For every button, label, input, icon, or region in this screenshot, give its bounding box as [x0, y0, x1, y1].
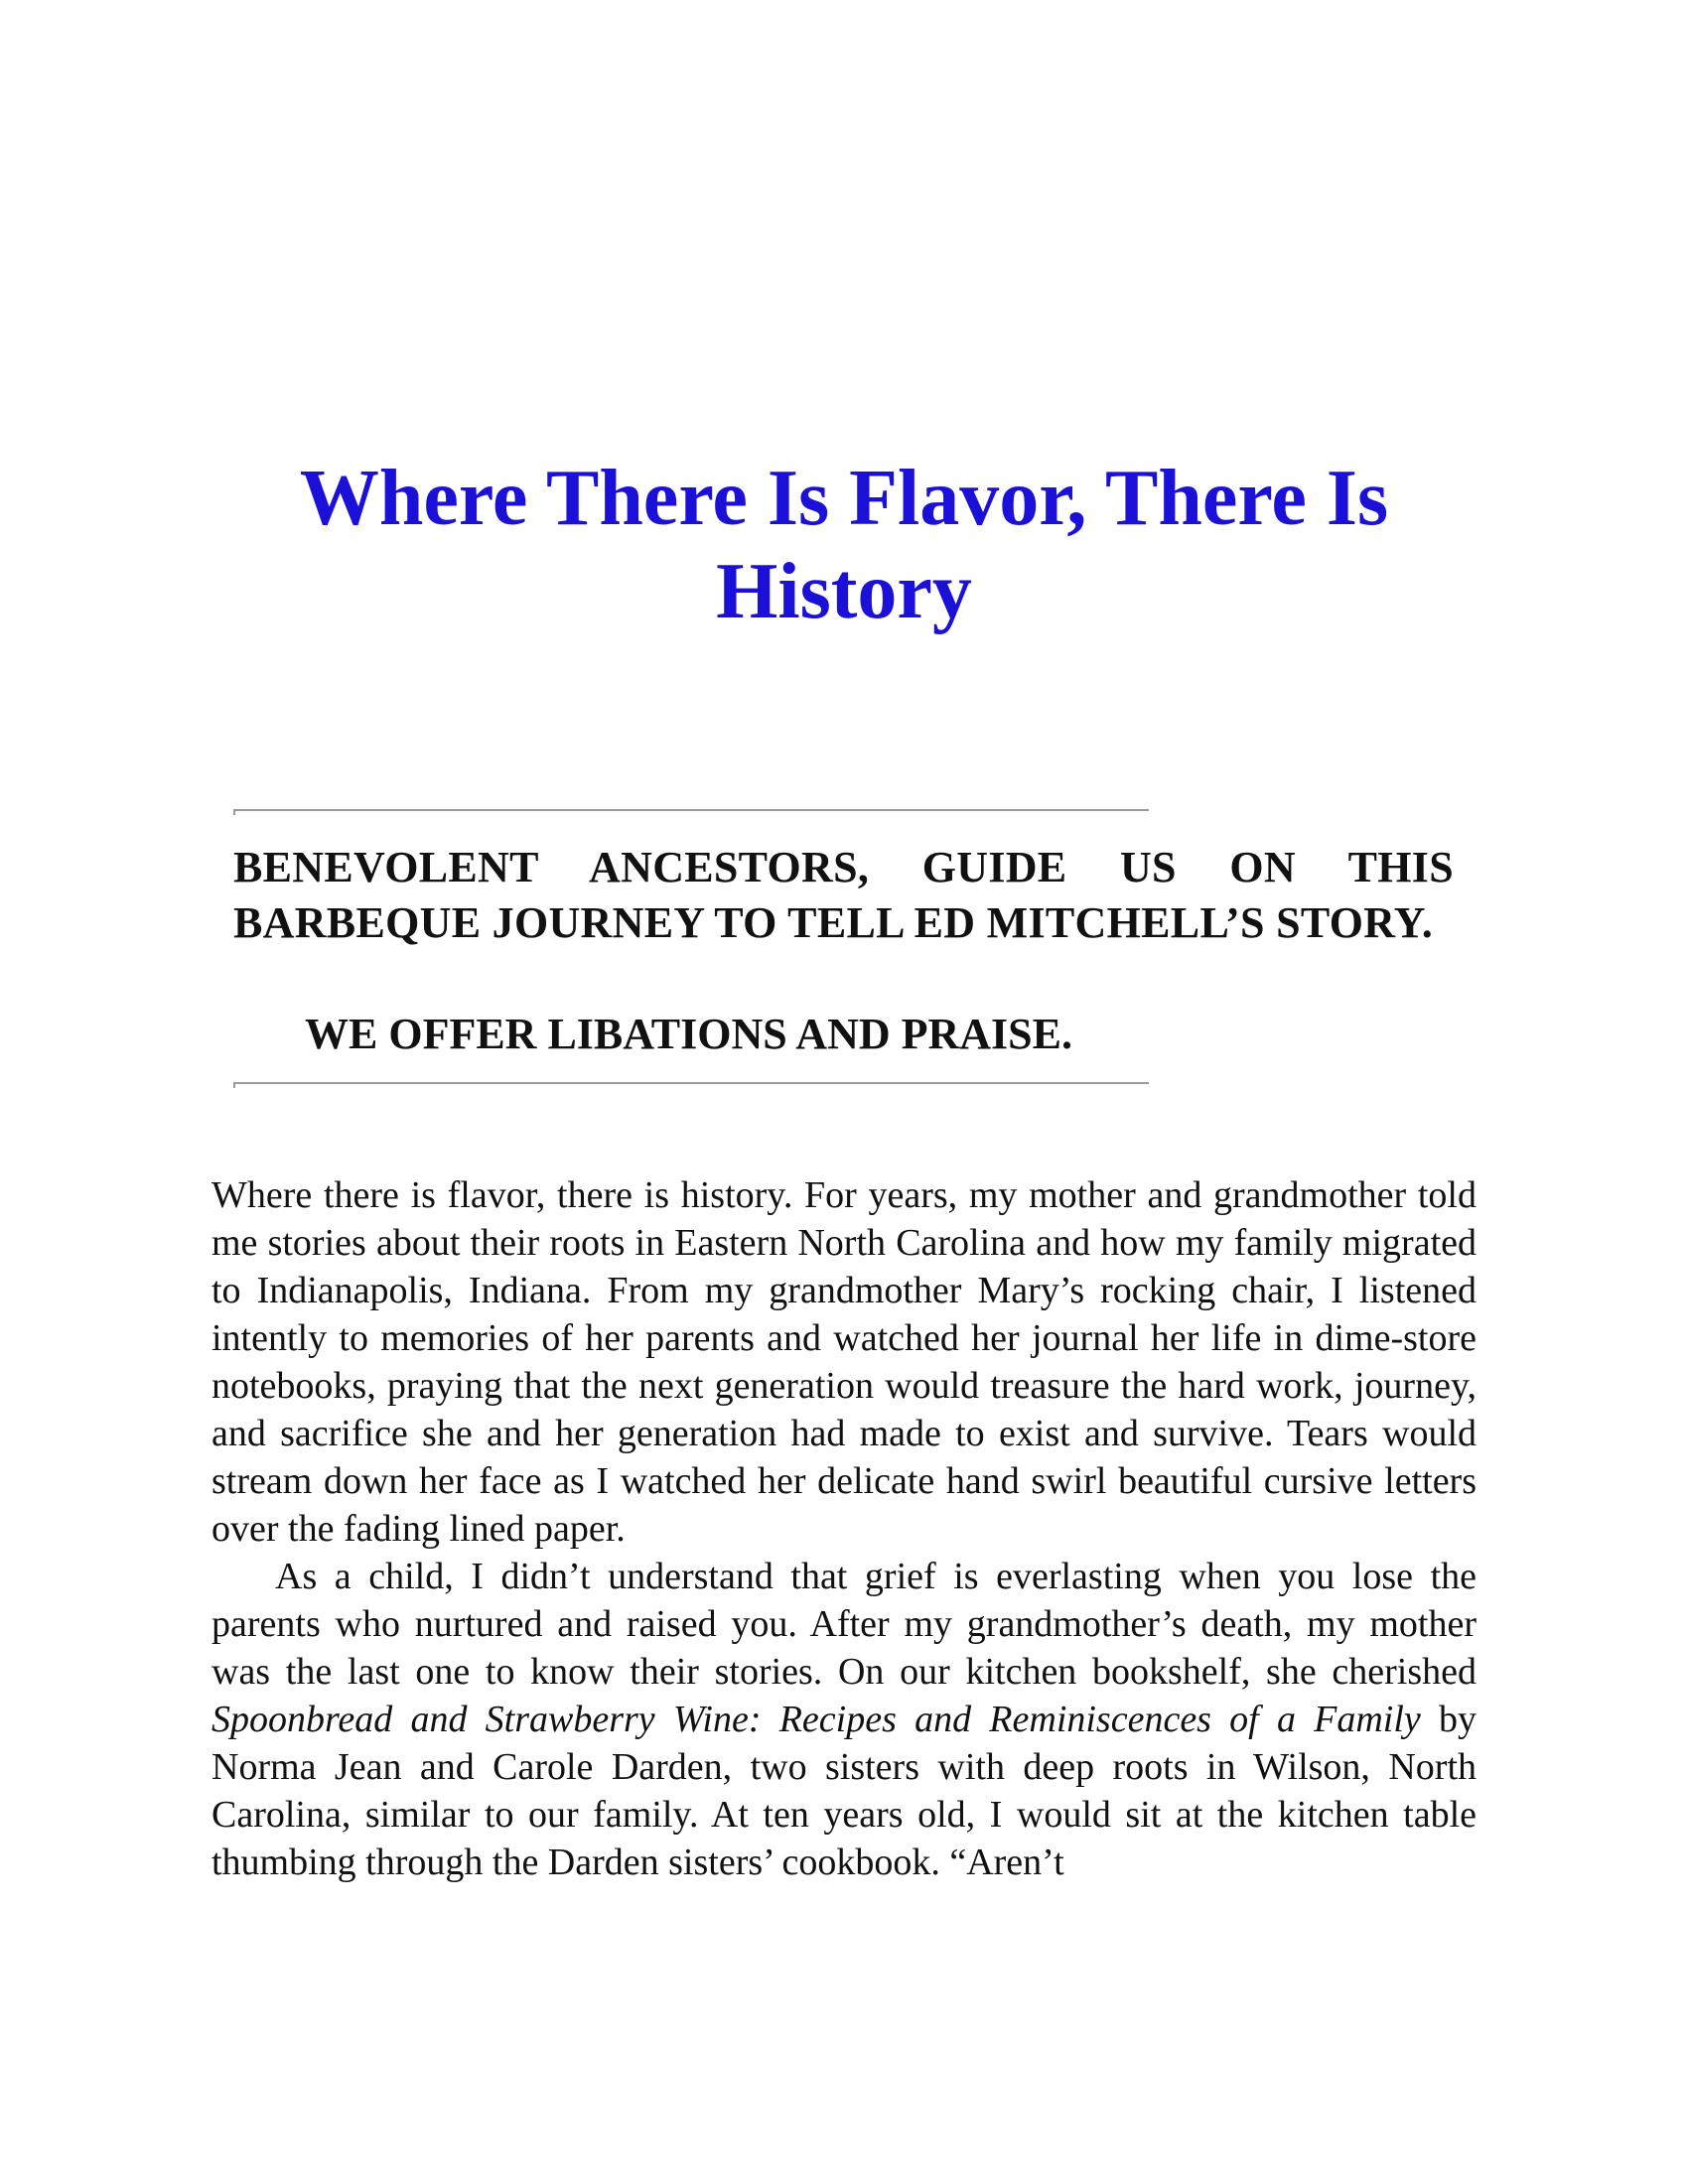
chapter-body: [211, 1171, 1477, 1886]
book-title-italic: Spoonbread and Strawberry Wine: Recipes and Reminiscences of a Family: [211, 1699, 1421, 1740]
chapter-title: Where There Is Flavor, There Is History: [299, 455, 1389, 635]
epigraph-second-line: WE OFFER LIBATIONS AND PRAISE.: [305, 1010, 1072, 1058]
epigraph-text: BENEVOLENT ANCESTORS, GUIDE US ON THIS BARBEQUE JOURNEY TO TELL ED MITCHELL’S STORY.: [233, 843, 1454, 947]
epigraph-top-rule: [233, 809, 1149, 811]
epigraph-bottom-rule: [233, 1082, 1149, 1084]
paragraph-2-text-start: As a child, I didn’t understand that grief is everlasting when you lose the parents who nurtured and raised you. After my grandmother’s death, my mother was the last one to know their stories. On our kitchen bookshelf, she cherished: [211, 1556, 1477, 1693]
body-paragraph-2: [211, 1553, 1477, 1886]
body-paragraph-1: Where there is flavor, there is history. For years, my mother and grandmother told me stories about their roots in Eastern North Carolina and how my family migrated to Indianapolis, Indiana. From my grandmother Mary’s rocking chair, I listened intently to memories of her parents and watched her journal her life in dime-store notebooks, praying that the next generation would treasure the hard work, journey, and sacrifice she and her generation had made to exist and survive. Tears would stream down her face as I watched her delicate hand swirl beautiful cursive letters over the fading lined paper.: [211, 1174, 1477, 1550]
paragraph-2-text-end: by Norma Jean and Carole Darden, two sisters with deep roots in Wilson, North Carolina, similar to our family. At ten years old, I would sit at the kitchen table thumbing through the Darden sisters’ cookbook. “Aren’t: [211, 1699, 1477, 1883]
